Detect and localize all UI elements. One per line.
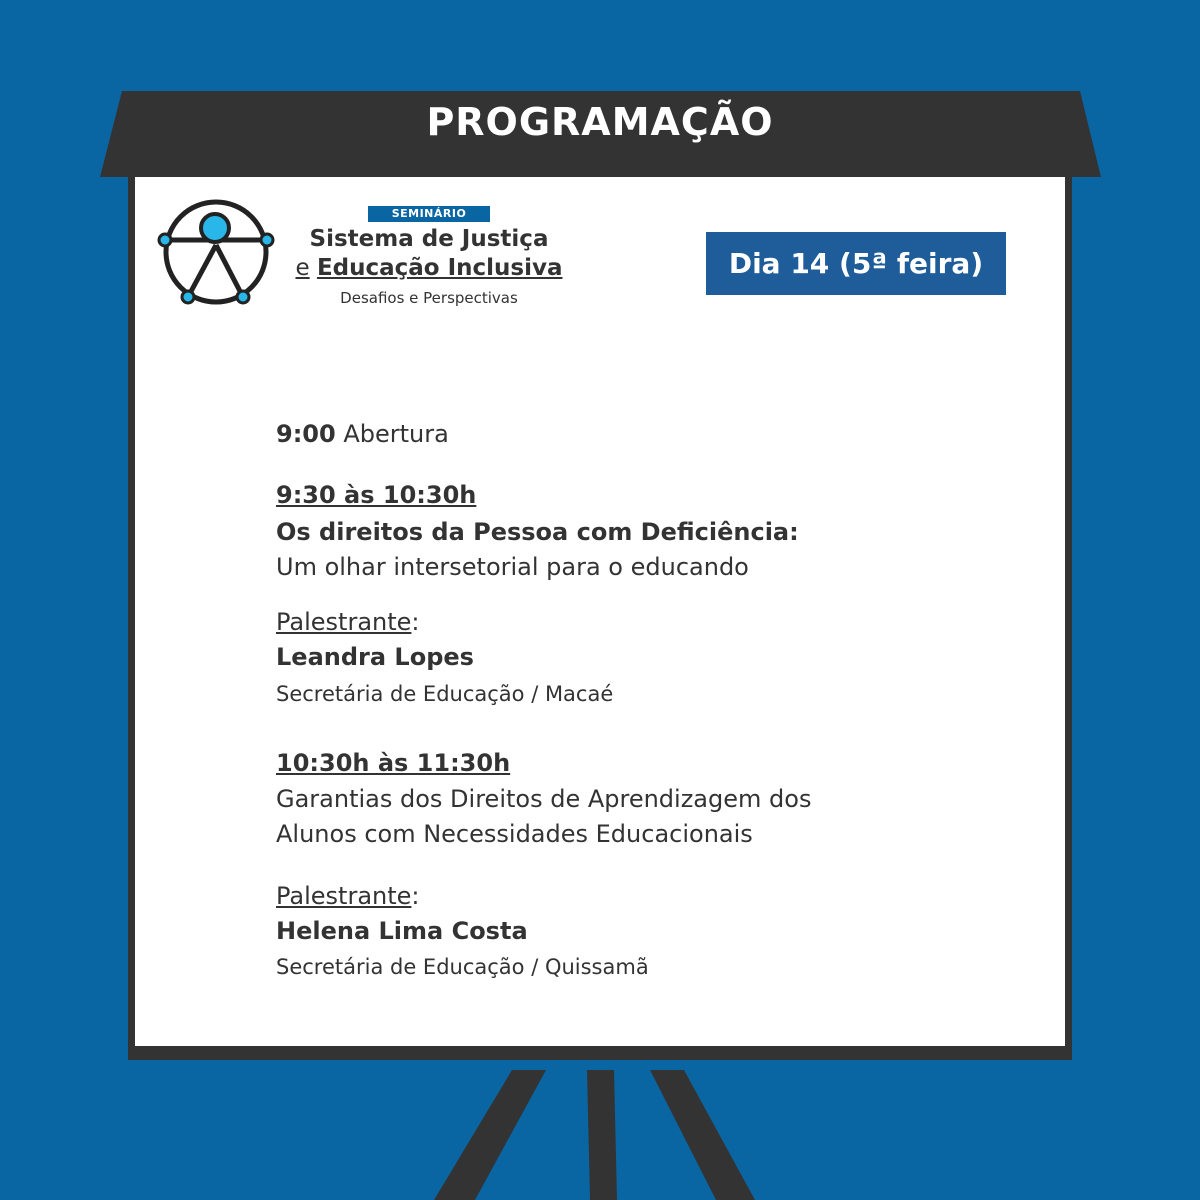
session1-title-bold: Os direitos da Pessoa com Deficiência: [276, 518, 799, 546]
session1-speaker-label: Palestrante: [276, 608, 420, 636]
session1-time: 9:30 às 10:30h [276, 481, 477, 509]
session1-speaker-label-text: Palestrante [276, 608, 412, 636]
seminar-subtitle: Desafios e Perspectivas [340, 289, 518, 307]
opening-title: Abertura [343, 420, 449, 448]
session1-speaker-name: Leandra Lopes [276, 643, 474, 671]
session2-speaker-label: Palestrante: [276, 882, 420, 910]
page-title: PROGRAMAÇÃO [426, 100, 774, 144]
session2-time: 10:30h às 11:30h [276, 749, 511, 777]
session2-title-line2: Alunos com Necessidades Educacionais [276, 820, 753, 848]
session1-title-rest: Um olhar intersetorial para o educando [276, 553, 749, 581]
accessibility-figure-icon [155, 197, 280, 312]
opening-item [276, 420, 449, 448]
session2-title-line1: Garantias dos Direitos de Aprendizagem dos [276, 785, 812, 813]
session2-speaker-name: Helena Lima Costa [276, 917, 528, 945]
session2-speaker-label-text: Palestrante [276, 882, 412, 910]
seminario-badge: SEMINÁRIO [368, 206, 490, 222]
session1-speaker-role: Secretária de Educação / Macaé [276, 682, 614, 706]
seminar-title-main: Educação Inclusiva [316, 255, 563, 281]
opening-time: 9:00 [276, 420, 336, 448]
session2-speaker-role: Secretária de Educação / Quissamã [276, 955, 649, 979]
seminar-title-line1: Sistema de Justiça [309, 226, 549, 252]
seminar-title-prefix: e [295, 255, 310, 281]
seminar-title-line2 [288, 255, 570, 281]
day-badge: Dia 14 (5ª feira) [706, 232, 1006, 295]
